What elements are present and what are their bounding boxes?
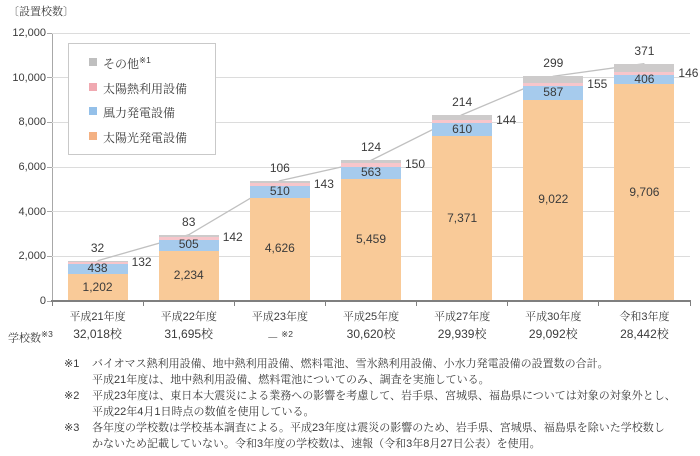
y-axis-tick bbox=[47, 33, 52, 34]
legend-label-solar-pv: 太陽光発電設備 bbox=[103, 130, 188, 145]
bar-value-other: 214 bbox=[452, 94, 473, 109]
legend-label-other: その他$^{※1}$ bbox=[103, 55, 151, 72]
y-tick-label: 4,000 bbox=[18, 205, 46, 218]
school-count: 29,939校 bbox=[437, 327, 487, 341]
legend-item-wind bbox=[89, 102, 215, 120]
bar-value-solar-pv: 4,626 bbox=[264, 241, 295, 256]
bar-segment bbox=[250, 181, 310, 183]
bar-value-wind: 610 bbox=[452, 121, 473, 136]
footnote-2-line-1: ※2 平成23年度は、東日本大震災による業務への影響を考慮して、岩手県、宮城県、福島県については対象の対象外とし、 bbox=[64, 390, 676, 402]
school-count-row-label: 学校数$^{※3}$ bbox=[8, 329, 53, 345]
category-label: 平成27年度 bbox=[434, 311, 491, 323]
bar-value-other: 32 bbox=[90, 240, 105, 255]
legend-label-solar-thermal: 太陽熱利用設備 bbox=[103, 81, 188, 96]
school-count: 28,442校 bbox=[620, 327, 669, 341]
legend-label-wind: 風力発電設備 bbox=[103, 106, 176, 121]
bar-value-solar-thermal: 142 bbox=[222, 230, 243, 245]
bar-value-wind: 505 bbox=[178, 237, 199, 252]
bar-value-solar-pv: 7,371 bbox=[447, 210, 478, 225]
bar-value-other: 299 bbox=[543, 56, 564, 71]
bar-segment bbox=[341, 160, 401, 163]
legend-swatch-solar-thermal bbox=[89, 83, 97, 91]
footnote-1-line-1: ※1 バイオマス熱利用設備、地中熱利用設備、燃料電池、雪氷熱利用設備、小水力発電設備の設置数の合計。 bbox=[64, 358, 609, 370]
footnotes bbox=[64, 356, 694, 452]
y-tick-label: 6,000 bbox=[18, 161, 46, 173]
legend-item-solar-pv bbox=[89, 127, 215, 145]
school-count: 29,092校 bbox=[528, 327, 578, 341]
category-label: 平成25年度 bbox=[342, 311, 400, 323]
x-axis-tick bbox=[143, 302, 144, 306]
x-axis-tick bbox=[416, 302, 417, 306]
y-axis-tick bbox=[47, 167, 52, 168]
bar-value-solar-thermal: 144 bbox=[496, 113, 517, 128]
category-label: 平成30年度 bbox=[525, 311, 582, 323]
bar-segment bbox=[159, 235, 219, 237]
bar-value-other: 83 bbox=[182, 214, 196, 229]
bar-value-other: 106 bbox=[269, 160, 290, 175]
legend-swatch-solar-pv bbox=[89, 132, 97, 140]
school-count: － $^{※2}$ bbox=[266, 329, 293, 345]
y-tick-label: 10,000 bbox=[12, 71, 46, 84]
y-tick-label: 2,000 bbox=[18, 250, 46, 263]
bar-value-wind: 510 bbox=[269, 183, 290, 198]
bar-value-solar-thermal: 132 bbox=[131, 254, 152, 269]
bar-segment bbox=[523, 76, 583, 83]
category-label: 平成22年度 bbox=[160, 311, 217, 323]
school-count: 30,620校 bbox=[346, 327, 396, 341]
category-label: 平成23年度 bbox=[251, 311, 308, 323]
footnote-1-line-2: 平成21年度は、地中熱利用設備、燃料電池についてのみ、調査を実施している。 bbox=[92, 374, 490, 386]
bar-value-other: 371 bbox=[634, 43, 655, 58]
bar-value-other: 124 bbox=[360, 140, 382, 155]
x-axis-tick bbox=[598, 302, 599, 306]
y-tick-label: 0 bbox=[39, 295, 46, 307]
footnote-3-line-2: かないため記載していない。令和3年度の学校数は、速報（令和3年8月27日公表）を使用。 bbox=[92, 438, 541, 450]
bar-value-solar-pv: 9,706 bbox=[629, 184, 660, 199]
x-axis-tick bbox=[52, 302, 53, 306]
y-tick-label: 8,000 bbox=[18, 116, 46, 129]
y-axis-unit-label: 〔設置校数〕 bbox=[8, 6, 74, 18]
x-axis-tick bbox=[507, 302, 508, 306]
bar-value-solar-thermal: 146 bbox=[678, 65, 699, 80]
bar-value-solar-pv: 5,459 bbox=[355, 232, 387, 247]
bar-value-solar-thermal: 150 bbox=[405, 156, 426, 171]
y-axis-tick bbox=[47, 256, 52, 257]
footnote-2-line-2: 平成22年4月1日時点の数値を使用している。 bbox=[92, 406, 315, 418]
legend-swatch-other bbox=[89, 58, 97, 66]
y-axis-tick bbox=[47, 77, 52, 78]
x-axis-line bbox=[51, 300, 691, 302]
bar-value-wind: 587 bbox=[543, 84, 564, 99]
legend bbox=[68, 43, 216, 155]
bar-value-solar-thermal: 143 bbox=[313, 176, 334, 191]
bar-value-wind: 563 bbox=[360, 164, 382, 179]
bar-segment bbox=[432, 115, 492, 120]
legend-item-other bbox=[89, 53, 215, 71]
bar-value-wind: 438 bbox=[87, 261, 108, 276]
x-axis-tick bbox=[690, 302, 691, 306]
gridline bbox=[52, 33, 690, 34]
school-count: 32,018校 bbox=[73, 327, 122, 341]
footnote-3-line-1: ※3 各年度の学校数は学校基本調査による。平成23年度は震災の影響のため、岩手県、宮城県、福島県を除いた学校数し bbox=[64, 422, 665, 434]
y-axis-tick bbox=[47, 211, 52, 212]
legend-item-solar-thermal bbox=[89, 78, 215, 96]
school-count: 31,695校 bbox=[164, 327, 214, 341]
y-axis-tick bbox=[47, 122, 52, 123]
legend-swatch-wind bbox=[89, 107, 97, 115]
category-label: 平成21年度 bbox=[69, 311, 126, 323]
bar-value-wind: 406 bbox=[634, 71, 655, 86]
x-axis-tick bbox=[325, 302, 326, 306]
bar-segment bbox=[614, 64, 674, 72]
category-label: 令和3年度 bbox=[619, 311, 670, 323]
bar-value-solar-thermal: 155 bbox=[587, 76, 608, 91]
bar-value-solar-pv: 9,022 bbox=[538, 192, 569, 207]
bar-value-solar-pv: 1,202 bbox=[82, 279, 113, 294]
x-axis-tick bbox=[234, 302, 235, 306]
bar-value-solar-pv: 2,234 bbox=[173, 268, 204, 283]
y-tick-label: 12,000 bbox=[12, 27, 46, 39]
